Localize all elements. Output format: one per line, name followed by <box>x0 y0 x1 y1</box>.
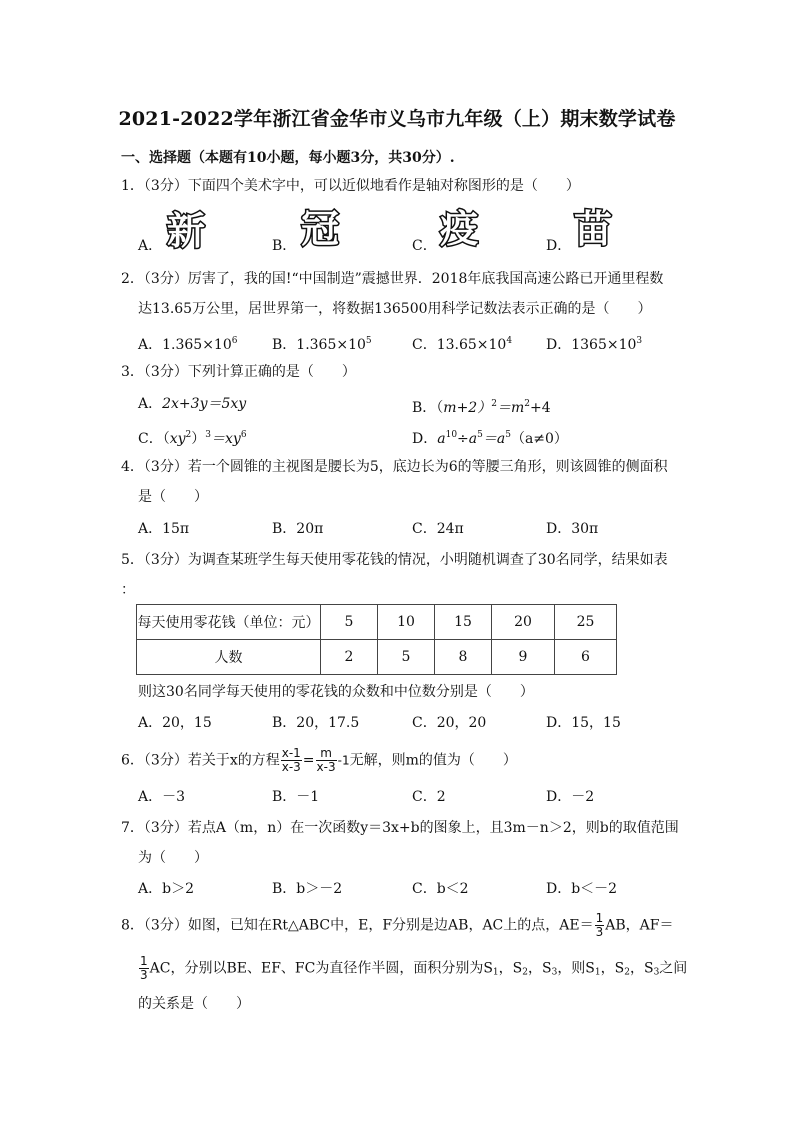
question-2-line-2: 达13.65万公里，居世界第一，将数据136500用科学记数法表示正确的是（ ） <box>138 301 652 317</box>
page-title: 2021-2022学年浙江省金华市义乌市九年级（上）期末数学试卷 <box>118 108 676 130</box>
table-header-cell: 每天使用零花钱（单位：元） <box>137 605 321 640</box>
question-3-stem: 3．（3分）下列计算正确的是（ ） <box>121 364 356 380</box>
question-8-line-1: 8．（3分）如图，已知在Rt△ABC中，E，F分别是边AB，AC上的点，AE＝ $\frac{1}{3}$ AB，AF＝ <box>121 911 674 939</box>
table-cell: 6 <box>555 640 617 675</box>
option-b: B．$(m+2)^2=m^2+4$ <box>412 399 551 416</box>
question-6-stem: 6．（3分）若关于x的方程 $\frac{x-1}{x-3}$ = $\frac{m}{x-3}$ -1无解，则m的值为（ ） <box>121 746 517 774</box>
fraction: $\frac{1}{3}$ <box>140 954 148 982</box>
option-b: B．$1.365\times 10^5$ <box>272 336 372 353</box>
table-cell: 10 <box>378 605 435 640</box>
option-d: D．b＜－2 <box>546 881 618 897</box>
option-d: D．30π <box>546 521 599 537</box>
option-b: B．20π <box>272 521 324 537</box>
table-cell: 25 <box>555 605 617 640</box>
option-c: C．$13.65\times 10^4$ <box>412 336 513 353</box>
question-2-line-1: 2．（3分）厉害了，我的国!“中国制造”震撼世界．2018年底我国高速公路已开通里程数 <box>121 271 664 287</box>
question-8-line-3: 的关系是（ ） <box>138 996 250 1012</box>
option-d: D．15，15 <box>546 715 621 731</box>
question-5-line-2: ： <box>121 582 135 598</box>
table-row <box>137 605 617 640</box>
fraction: $\frac{1}{3}$ <box>595 911 604 939</box>
table-cell: 9 <box>492 640 555 675</box>
option-c-label: C． <box>412 238 437 254</box>
pocket-money-table <box>136 604 617 675</box>
option-a-label: A． <box>138 238 163 254</box>
option-b: B．b＞－2 <box>272 881 343 897</box>
table-cell: 8 <box>435 640 492 675</box>
question-7-line-1: 7．（3分）若点A（m，n）在一次函数y＝3x+b的图象上，且3m－n＞2，则b的取值范围 <box>121 820 679 836</box>
option-a: A．$1.365\times 10^6$ <box>138 336 238 353</box>
question-1-stem: 1．（3分）下面四个美术字中，可以近似地看作是轴对称图形的是（ ） <box>121 178 580 194</box>
option-b: B．20，17.5 <box>272 715 360 731</box>
table-cell: 20 <box>492 605 555 640</box>
art-glyph-a: 新 <box>166 209 205 253</box>
art-glyph-b: 冠 <box>300 207 339 251</box>
option-a: A．－3 <box>138 789 186 805</box>
option-d: D．$a^{10}\div a^5=a^5(a\ne 0)$ <box>412 430 568 447</box>
question-4-line-2: 是（ ） <box>138 489 208 505</box>
option-c: C．$(xy^2)^3=xy^6$ <box>138 430 247 447</box>
option-d: D．$1365\times 10^3$ <box>546 336 643 353</box>
option-a: A．15π <box>138 521 190 537</box>
table-cell: 15 <box>435 605 492 640</box>
option-c: C．24π <box>412 521 464 537</box>
option-c: C．2 <box>412 789 446 805</box>
question-5-after: 则这30名同学每天使用的零花钱的众数和中位数分别是（ ） <box>138 684 534 700</box>
art-glyph-d: 苗 <box>573 207 612 251</box>
option-d: D．－2 <box>546 789 595 805</box>
question-4-line-1: 4．（3分）若一个圆锥的主视图是腰长为5，底边长为6的等腰三角形，则该圆锥的侧面积 <box>121 459 668 475</box>
table-cell: 2 <box>321 640 378 675</box>
option-c: C．b＜2 <box>412 881 469 897</box>
section-heading: 一、选择题（本题有10小题，每小题3分，共30分）. <box>121 150 455 166</box>
table-header-cell: 人数 <box>137 640 321 675</box>
art-glyph-c: 疫 <box>439 207 478 251</box>
table-cell: 5 <box>378 640 435 675</box>
option-c: C．20，20 <box>412 715 487 731</box>
option-a: A．2x+3y＝5xy <box>138 396 247 412</box>
fraction: $\frac{m}{x-3}$ <box>316 746 336 774</box>
option-a: A．b＞2 <box>138 881 194 897</box>
fraction: $\frac{x-1}{x-3}$ <box>281 746 301 774</box>
question-5-line-1: 5．（3分）为调查某班学生每天使用零花钱的情况，小明随机调查了30名同学，结果如表 <box>121 552 668 568</box>
option-b: B．－1 <box>272 789 320 805</box>
table-row <box>137 640 617 675</box>
option-d-label: D． <box>546 238 572 254</box>
question-8-line-2: $\frac{1}{3}$ AC，分别以BE、EF、FC为直径作半圆，面积分别为$S_1$，$S_2$，$S_3$，则$S_1$，$S_2$，$S_3$之间 <box>140 954 688 982</box>
option-a: A．20，15 <box>138 715 212 731</box>
question-7-line-2: 为（ ） <box>138 850 208 866</box>
option-b-label: B． <box>272 238 297 254</box>
table-cell: 5 <box>321 605 378 640</box>
